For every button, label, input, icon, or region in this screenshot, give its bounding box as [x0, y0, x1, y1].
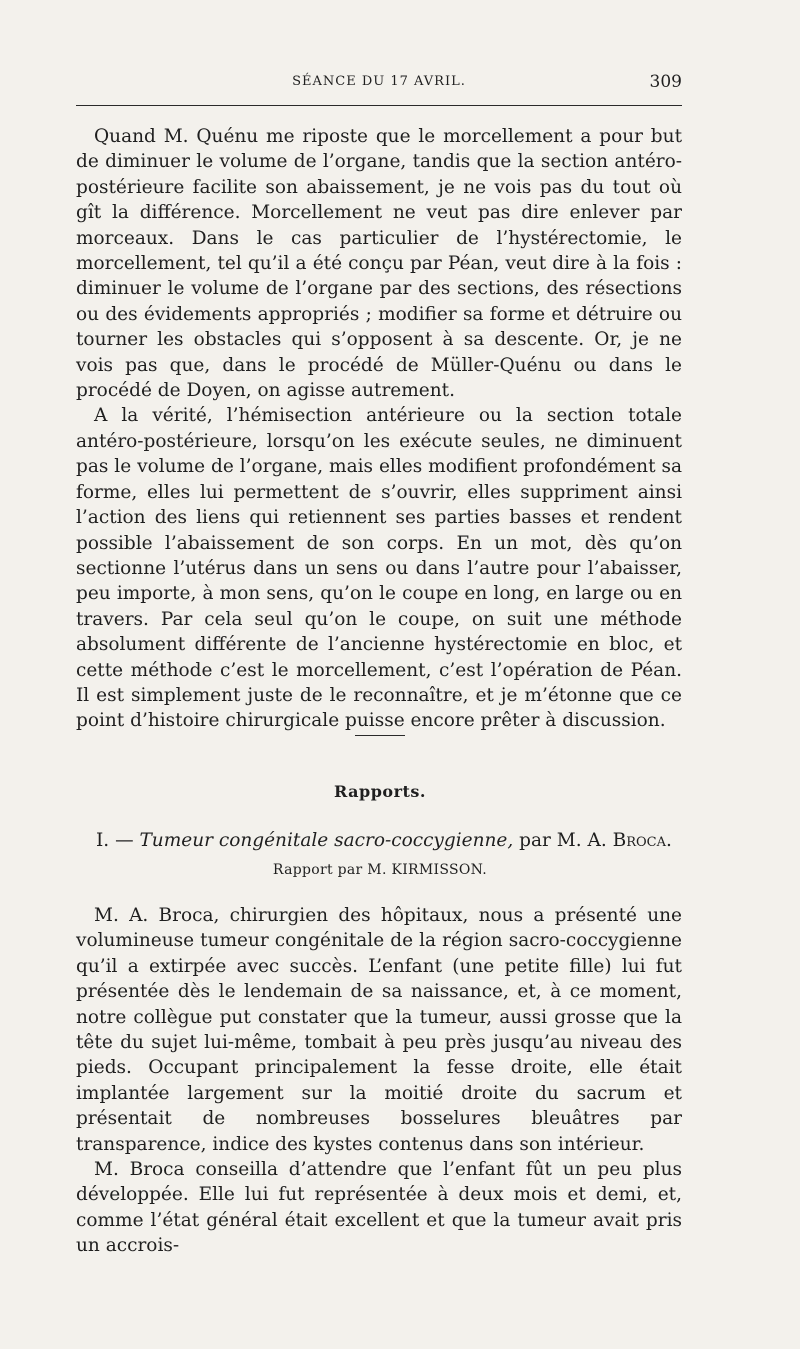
paragraph: M. A. Broca, chirurgien des hôpitaux, nous a présenté une volumineuse tumeur congénitale de la région sacro-coccygienne qu’il a extirpée avec succès. L’enfant (une petite fille) lui fut présentée dès le lendemain de sa naissance, et, à ce moment, notre collègue put constater que la tumeur, aussi grosse que la tête du sujet lui-même, tombait à peu près jusqu’au niveau des pieds. Occupant principalement la fesse droite, elle était implantée largement sur la moitié droite du sacrum et présentait de nombreuses bosselures bleuâtres par transparence, indice des kystes contenus dans son intérieur. — [76, 905, 682, 1155]
report-subject: Tumeur congénitale sacro-coccygienne, — [139, 830, 514, 851]
section-divider — [355, 735, 405, 736]
body-text-top — [76, 124, 682, 734]
paragraph: Quand M. Quénu me riposte que le morcellement a pour but de diminuer le volume de l’organe, tandis que la section antéro-postérieure facilite son abaissement, je ne vois pas du tout où gît la différence. Morcellement ne veut pas dire enlever par morceaux. Dans le cas particulier de l’hystérectomie, le morcellement, tel qu’il a été conçu par Péan, veut dire à la fois : diminuer le volume de l’organe par des sections, des résections ou des évidements appropriés ; modifier sa forme et détruire ou tourner les obstacles qui s’opposent à sa descente. Or, je ne vois pas que, dans le procédé de Müller-Quénu ou dans le procédé de Doyen, on agisse autrement. — [76, 126, 682, 402]
body-text-bottom — [76, 903, 682, 1259]
reporter-line: Rapport par M. KIRMISSON. — [272, 862, 488, 878]
running-head: SÉANCE DU 17 AVRIL. — [292, 74, 466, 89]
report-author: Broca — [612, 830, 666, 851]
page-number: 309 — [649, 72, 682, 92]
report-number: I. — — [96, 830, 134, 851]
page-header — [76, 74, 682, 98]
paragraph: M. Broca conseilla d’attendre que l’enfant fût un peu plus développée. Elle lui fut représentée à deux mois et demi, et, comme l’état général était excellent et que la tumeur avait pris un accrois- — [76, 1159, 682, 1257]
report-by: par M. A. — [519, 830, 607, 851]
header-rule — [76, 105, 682, 106]
paragraph: A la vérité, l’hémisection antérieure ou la section totale antéro-postérieure, lorsqu’on les exécute seules, ne diminuent pas le volume de l’organe, mais elles modifient profondément sa forme, elles lui permettent de s’ouvrir, elles suppriment ainsi l’action des liens qui retiennent ses parties basses et rendent possible l’abaissement de son corps. En un mot, dès qu’on sectionne l’utérus dans un sens ou dans l’autre pour l’abaisser, peu importe, à mon sens, qu’on le coupe en long, en large ou en travers. Par cela seul qu’on le coupe, on suit une méthode absolument différente de l’ancienne hystérectomie en bloc, et cette méthode c’est le morcellement, c’est l’opération de Péan. Il est simplement juste de le reconnaître, et je m’étonne que ce point d’histoire chirurgicale puisse encore prêter à discussion. — [76, 405, 682, 732]
section-title: Rapports. — [334, 782, 426, 801]
report-title: I. — Tumeur congénitale sacro-coccygienne, par M. A. Broca. — [96, 830, 672, 851]
